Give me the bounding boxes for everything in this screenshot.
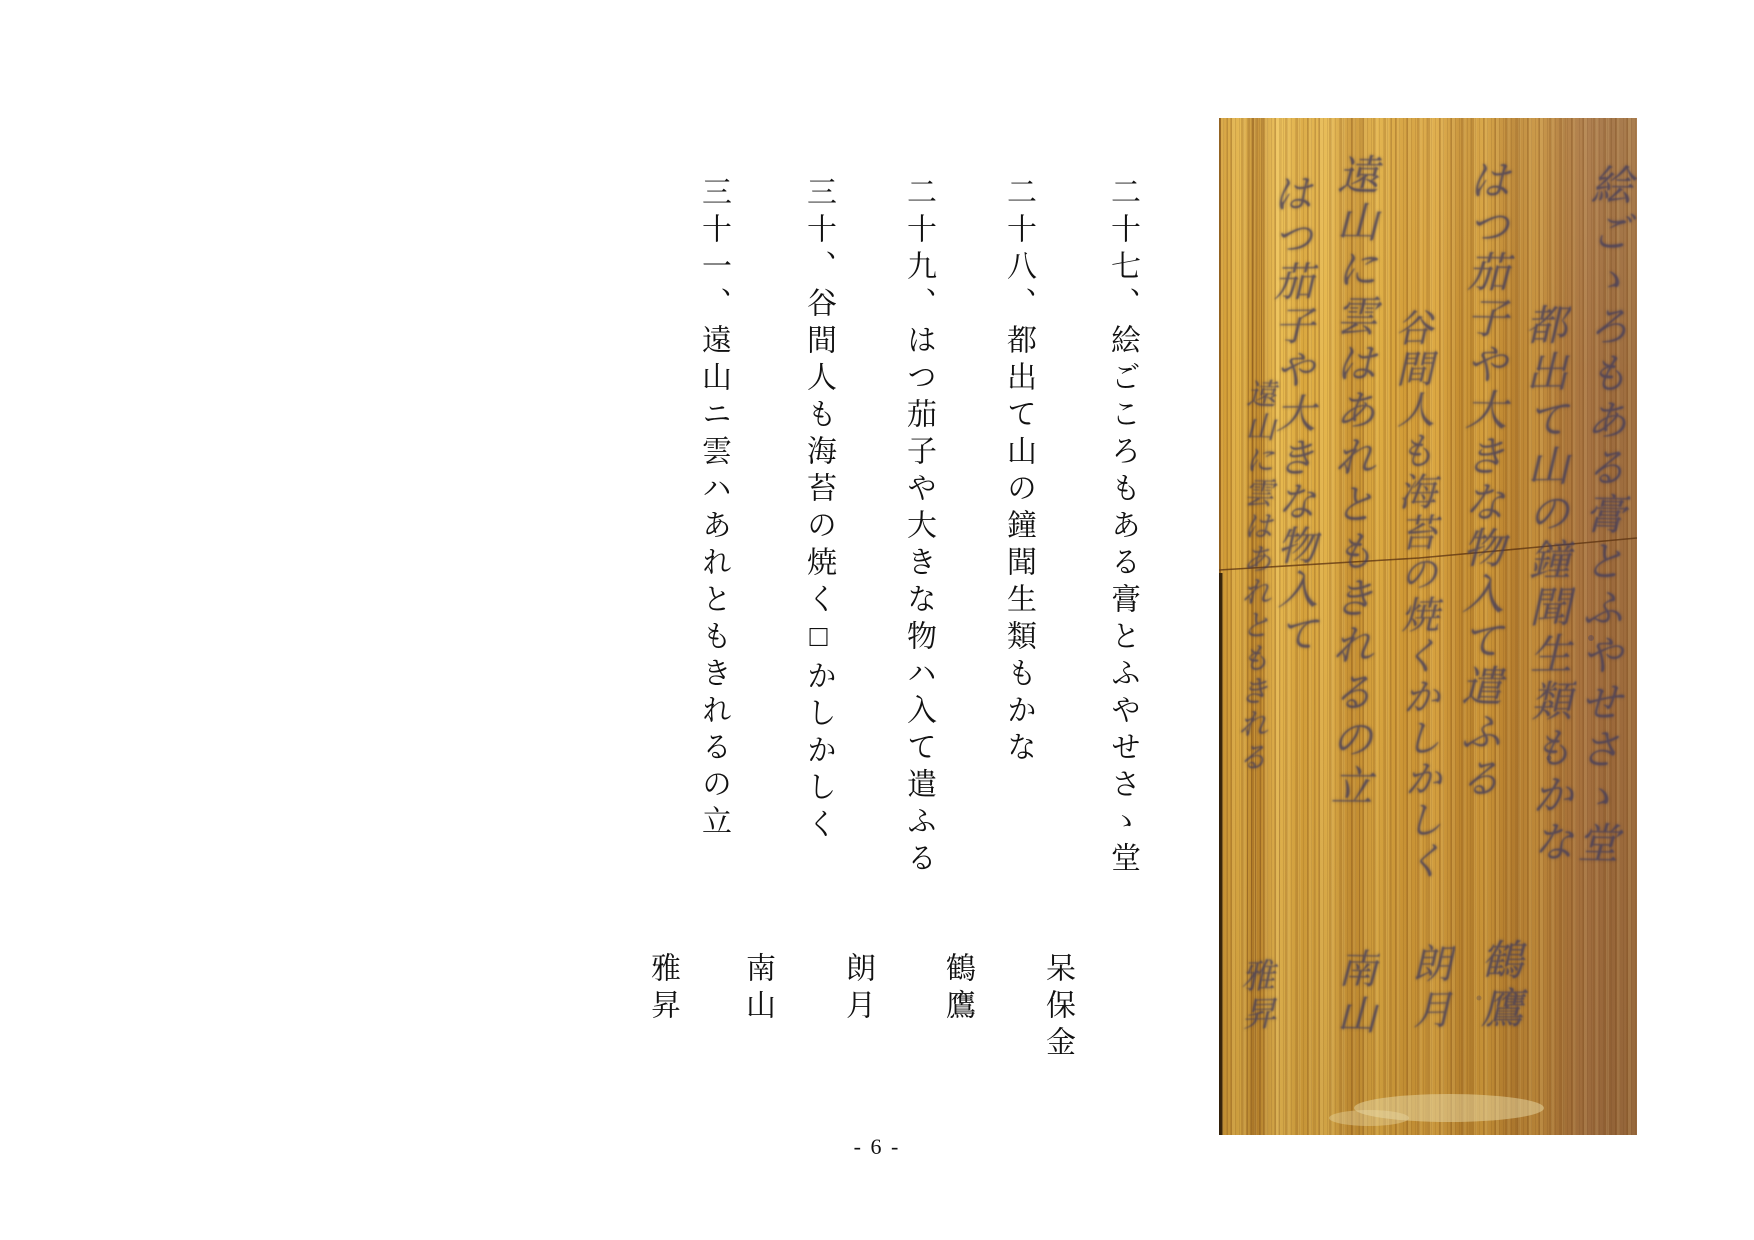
poem-column-27: 二十七、絵ごころもある膏とふやせさゝ堂 <box>1106 176 1139 879</box>
calligraphy-column: 遠山に雲はあれともきれる <box>1232 377 1275 775</box>
calligraphy-column: はつ茄子や大きな物入て <box>1267 172 1318 658</box>
calligraphy-column: 都出て山の鐘聞生類もかな <box>1519 302 1573 868</box>
plaque-signature: 雅昇 <box>1235 957 1274 1035</box>
poem-author-28: 鶴鷹 <box>941 952 974 1026</box>
poem-author-31: 雅昇 <box>646 952 679 1026</box>
wooden-plaque-photo <box>1219 118 1637 1135</box>
page-number: - 6 - <box>853 1134 901 1159</box>
poem-author-29: 朗月 <box>841 952 874 1026</box>
poem-column-31: 三十一、遠山ニ雲ハあれともきれるの立 <box>697 176 730 842</box>
poem-column-29: 二十九、はつ茄子や大きな物ハ入て遣ふる <box>902 176 935 879</box>
calligraphy-column: 絵ごゝろもある膏とふやせさゝ堂 <box>1570 162 1632 869</box>
calligraphy-column: 遠山に雲はあれともきれるの立 <box>1324 152 1378 812</box>
calligraphy-column: 谷間人も海苔の焼くかしかしく <box>1387 307 1443 883</box>
poem-column-28: 二十八、都出て山の鐘聞生類もかな <box>1002 176 1035 768</box>
poem-author-27: 呆保金 <box>1041 952 1074 1063</box>
poem-column-30: 三十、谷間人も海苔の焼く□かしかしく <box>802 176 835 845</box>
poem-author-30: 南山 <box>741 952 774 1026</box>
plaque-signature: 鶴鷹 <box>1475 938 1521 1034</box>
plaque-signature: 朗月 <box>1406 942 1453 1036</box>
plaque-signature: 南山 <box>1331 947 1378 1041</box>
calligraphy-column: はつ茄子や大きな物入て遣ふる <box>1452 157 1510 803</box>
